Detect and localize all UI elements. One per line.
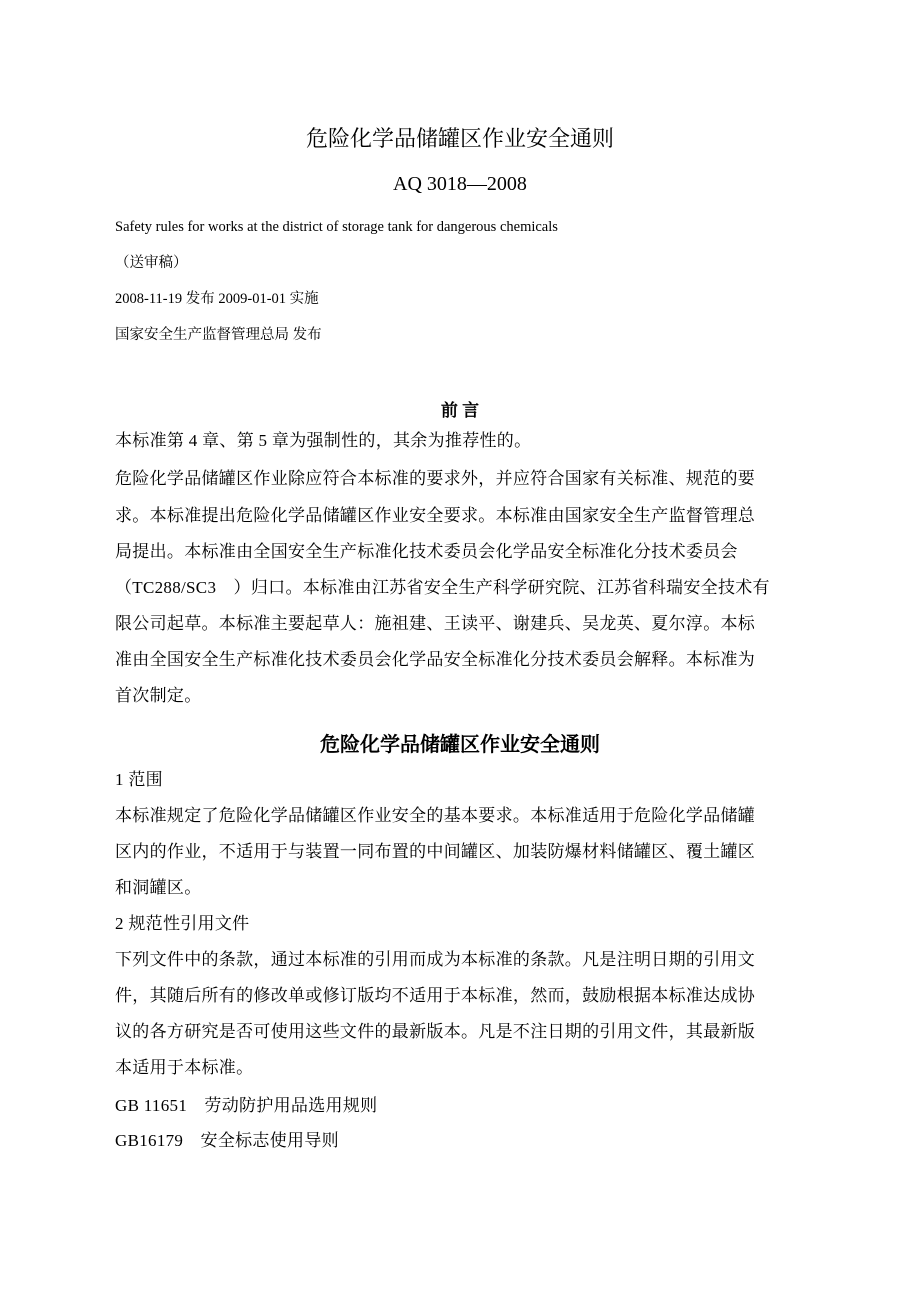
foreword-line: 危险化学品储罐区作业除应符合本标准的要求外，并应符合国家有关标准、规范的要 <box>115 469 756 488</box>
foreword-line: 求。本标准提出危险化学品储罐区作业安全要求。本标准由国家安全生产监督管理总 <box>115 506 756 525</box>
section-2-line: 本适用于本标准。 <box>115 1058 254 1077</box>
section-2-heading: 2 规范性引用文件 <box>115 914 250 933</box>
document-title: 危险化学品储罐区作业安全通则 <box>305 126 614 151</box>
section-1-line: 本标准规定了危险化学品储罐区作业安全的基本要求。本标准适用于危险化学品储罐 <box>115 806 756 825</box>
section-2-line: 议的各方研究是否可使用这些文件的最新版本。凡是不注日期的引用文件，其最新版 <box>115 1022 756 1041</box>
standard-code: AQ 3018—2008 <box>393 173 527 195</box>
section-1-line: 区内的作业，不适用于与装置一同布置的中间罐区、加装防爆材料储罐区、覆土罐区 <box>115 842 756 861</box>
section-2-line: 下列文件中的条款，通过本标准的引用而成为本标准的条款。凡是注明日期的引用文 <box>115 950 756 969</box>
english-title: Safety rules for works at the district of storage tank for dangerous chemicals <box>115 219 558 235</box>
section-2-line: 件，其随后所有的修改单或修订版均不适用于本标准，然而，鼓励根据本标准达成协 <box>115 986 756 1005</box>
foreword-line: 准由全国安全生产标准化技术委员会化学品安全标准化分技术委员会解释。本标准为 <box>115 650 756 669</box>
section-1-heading: 1 范围 <box>115 770 163 789</box>
section-1-line: 和洞罐区。 <box>115 878 202 897</box>
foreword-line: 首次制定。 <box>115 686 202 705</box>
foreword-line: 限公司起草。本标准主要起草人：施祖建、王读平、谢建兵、吴龙英、夏尔淳。本标 <box>115 614 756 633</box>
foreword-line: （TC288/SC3 ）归口。本标准由江苏省安全生产科学研究院、江苏省科瑞安全技术有 <box>115 578 770 597</box>
foreword-line: 局提出。本标准由全国安全生产标准化技术委员会化学品安全标准化分技术委员会 <box>115 542 738 561</box>
foreword-line: 本标准第 4 章、第 5 章为强制性的，其余为推荐性的。 <box>115 431 532 450</box>
reference-item: GB 11651 劳动防护用品选用规则 <box>115 1096 378 1115</box>
publisher: 国家安全生产监督管理总局 发布 <box>115 327 322 343</box>
reference-item: GB16179 安全标志使用导则 <box>115 1131 339 1150</box>
draft-note: （送审稿） <box>115 255 188 271</box>
body-title: 危险化学品储罐区作业安全通则 <box>320 734 600 756</box>
foreword-heading: 前 言 <box>440 401 480 420</box>
issue-dates: 2008-11-19 发布 2009-01-01 实施 <box>115 291 319 307</box>
